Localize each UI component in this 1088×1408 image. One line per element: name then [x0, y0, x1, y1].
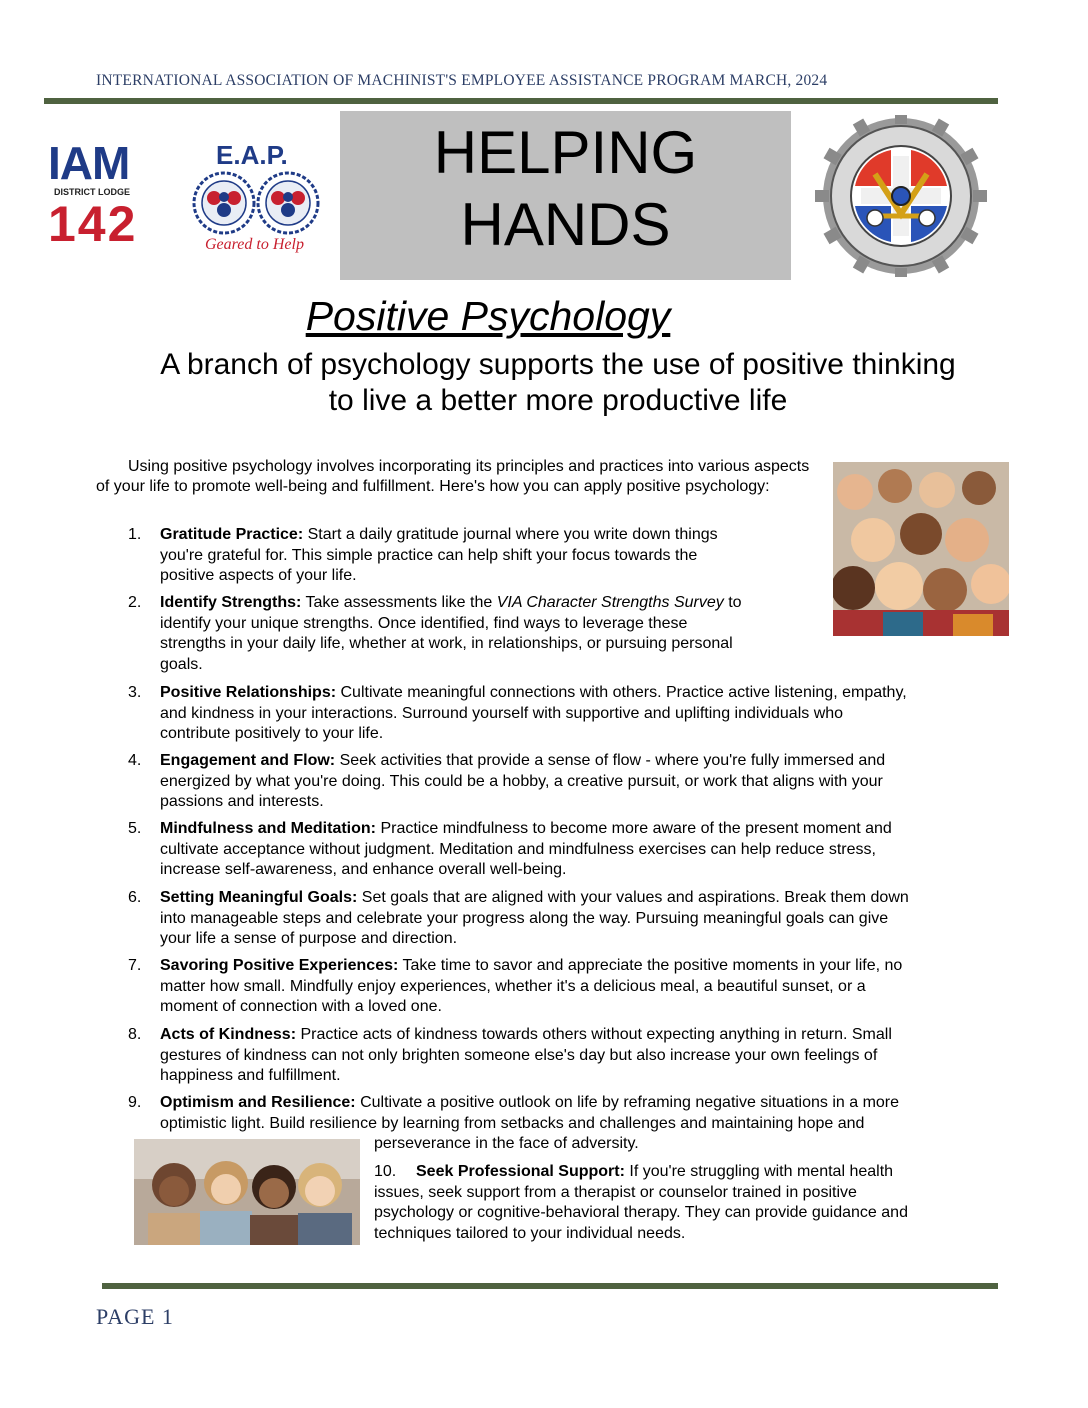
- list-item-line: [160, 840, 892, 861]
- list-item-line: [160, 546, 718, 567]
- list-item-body: Practice mindfulness to become more aware of the present moment and: [380, 820, 892, 837]
- survey-name: VIA Character Strengths Survey: [496, 594, 724, 611]
- list-item-body: techniques tailored to your individual needs.: [374, 1224, 686, 1242]
- list-item-body: strengths in your daily life, whether at work, in relationships, or pursuing personal: [160, 635, 733, 652]
- list-item-number: 3.: [128, 684, 142, 701]
- list-item-line: [160, 751, 885, 772]
- footer-rule: [102, 1283, 998, 1289]
- list-item-post: to: [723, 594, 742, 611]
- list-item-line: [160, 634, 742, 655]
- list-item-line: [160, 997, 902, 1018]
- list-item-body: happiness and fulfillment.: [160, 1067, 341, 1084]
- list-item-line: [416, 1162, 908, 1183]
- list-item-body: passions and interests.: [160, 793, 324, 810]
- list-item-number: 2.: [128, 594, 142, 611]
- list-item-body: Set goals that are aligned with your values and aspirations. Break them down: [361, 889, 909, 906]
- list-item: [128, 751, 998, 813]
- list-item-body: identify your unique strengths. Once identified, find ways to leverage these: [160, 614, 688, 632]
- list-item: [374, 1162, 998, 1244]
- list-item-body: Seek activities that provide a sense of flow - where you're fully immersed and: [339, 752, 886, 769]
- eap-logo-title: E.A.P.: [216, 140, 288, 170]
- list-item-line: [160, 956, 902, 977]
- list-item-line: [160, 655, 742, 676]
- list-item-body: into manageable steps and celebrate your progress along the way. Pursuing meaningful goals can give: [160, 909, 889, 927]
- list-item-line: [160, 1114, 899, 1135]
- list-item: [128, 525, 998, 587]
- list-item-heading: Seek Professional Support:: [416, 1163, 625, 1180]
- list-item-body: cultivate acceptance without judgment. Meditation and mindfulness exercises can help reduce stress,: [160, 840, 876, 858]
- list-item-heading: Optimism and Resilience:: [160, 1094, 356, 1111]
- list-item-text: [160, 1025, 892, 1087]
- list-item-text: [160, 525, 718, 587]
- list-item-line: [160, 683, 907, 704]
- list-item-body: goals.: [160, 655, 203, 673]
- list-item-body: moment of connection with a loved one.: [160, 998, 442, 1015]
- list-item-line: [160, 1046, 892, 1067]
- list-item: [128, 683, 998, 745]
- eap-logo: [188, 140, 326, 260]
- list-item-body: optimistic light. Build resilience by learning from setbacks and challenges and maintaining hope and: [160, 1114, 865, 1132]
- list-item-number: 9.: [128, 1094, 142, 1111]
- subtitle-line1: A branch of psychology supports the use of positive thinking: [160, 348, 956, 381]
- list-item-body: Cultivate a positive outlook on life by reframing negative situations in a more: [360, 1094, 900, 1111]
- list-item: [128, 593, 998, 673]
- list-item-text: [160, 683, 907, 745]
- list-item-line: [160, 909, 909, 930]
- list-item-body: perseverance in the face of adversity.: [374, 1135, 639, 1152]
- list-item-body: increase self-awareness, and enhance overall well-being.: [160, 861, 567, 878]
- list-item: [128, 888, 998, 950]
- list-item-heading: Identify Strengths:: [160, 594, 302, 611]
- list-item-body: positive aspects of your life.: [160, 567, 357, 584]
- list-item-heading: Gratitude Practice:: [160, 526, 304, 543]
- list-item-pre: Take assessments like the: [305, 594, 497, 611]
- list-item-number: 7.: [128, 957, 142, 974]
- iam-seal-logo: [810, 115, 992, 277]
- list-item-body: your life a sense of purpose and direction.: [160, 930, 458, 947]
- list-item-text: [160, 819, 892, 881]
- newsletter-title-box: [340, 111, 791, 280]
- list-item-line: [160, 525, 718, 546]
- header-rule: [44, 98, 998, 104]
- list-item-line: [160, 888, 909, 909]
- list-item-body: Cultivate meaningful connections with others. Practice active listening, empathy,: [340, 684, 907, 701]
- list-item-body: contribute positively to your life.: [160, 725, 384, 742]
- list-item-body: psychology or cognitive-behavioral therapy. They can provide guidance and: [374, 1204, 908, 1221]
- list-item-text: [160, 888, 909, 950]
- page-number: PAGE 1: [96, 1304, 174, 1329]
- list-item-line: [374, 1134, 899, 1155]
- list-item-heading: Positive Relationships:: [160, 684, 337, 701]
- subtitle-line2: to live a better more productive life: [328, 384, 788, 417]
- list-item-number: 10.: [374, 1163, 397, 1180]
- newsletter-title-line2: HANDS: [460, 191, 671, 258]
- eap-tagline: Geared to Help: [205, 236, 304, 253]
- list-item-heading: Engagement and Flow:: [160, 752, 336, 769]
- list-item-line: [160, 614, 742, 635]
- iam-142-logo: [48, 137, 148, 255]
- list-item-body: you're grateful for. This simple practice can help shift your focus towards the: [160, 546, 698, 564]
- list-item-number: 6.: [128, 889, 142, 906]
- list-item-body: Start a daily gratitude journal where you write down things: [307, 526, 718, 543]
- iam-logo-text: IAM: [48, 137, 130, 189]
- list-item-number: 1.: [128, 526, 142, 543]
- list-item-line: [160, 860, 892, 881]
- iam-logo-district: DISTRICT LODGE: [54, 187, 130, 197]
- list-item-body: matter how small. Mindfully enjoy experiences, whether it's a delicious meal, a beautiful sunset, or a: [160, 977, 866, 995]
- list-item-line: [160, 1066, 892, 1087]
- list-item-line: [160, 724, 907, 745]
- iam-logo-number: 142: [48, 196, 138, 252]
- list-item-line: [160, 704, 907, 725]
- newsletter-title-line1: HELPING: [433, 119, 698, 186]
- list-item-body: If you're struggling with mental health: [629, 1163, 894, 1180]
- intro-text: Using positive psychology involves incorporating its principles and practices into various aspects of your life to promote well-being and fulfillment. Here's how you can apply positive psychology:: [96, 458, 810, 495]
- list-item-line: [160, 819, 892, 840]
- newsletter-header: INTERNATIONAL ASSOCIATION OF MACHINIST'S EMPLOYEE ASSISTANCE PROGRAM MARCH, 2024: [96, 72, 828, 89]
- list-item-body: gestures of kindness can not only brighten someone else's day but also increase your own feelings of: [160, 1046, 878, 1064]
- list-item-body: Practice acts of kindness towards others without expecting anything in return. Small: [300, 1026, 892, 1043]
- list-item-line: [160, 566, 718, 587]
- eap-gear-emblems-icon: [188, 170, 326, 236]
- list-item-line: [374, 1224, 908, 1245]
- list-item-heading: Acts of Kindness:: [160, 1026, 297, 1043]
- list-item-text: [160, 751, 885, 813]
- list-item-body: issues, seek support from a therapist or counselor trained in positive: [374, 1183, 857, 1201]
- intro-paragraph: [96, 457, 816, 497]
- list-item-line: [160, 929, 909, 950]
- list-item: [128, 956, 998, 1018]
- list-item-heading: Setting Meaningful Goals:: [160, 889, 358, 906]
- list-item-text: [160, 956, 902, 1018]
- women-group-photo: [134, 1139, 360, 1245]
- article-subtitle: [118, 347, 998, 419]
- list-item-number: 8.: [128, 1026, 142, 1043]
- list-item-line: [160, 772, 885, 793]
- list-item-line: [374, 1183, 908, 1204]
- list-item-line: [160, 593, 742, 614]
- list-item-line: [160, 1025, 892, 1046]
- list-item-body: Take time to savor and appreciate the positive moments in your life, no: [402, 957, 903, 974]
- list-item-body: energized by what you're doing. This could be a hobby, a creative pursuit, or work that aligns with your: [160, 772, 883, 790]
- list-item-line: [160, 792, 885, 813]
- list-item-text: [160, 593, 742, 675]
- list-item-heading: Savoring Positive Experiences:: [160, 957, 399, 974]
- list-item-line: [374, 1203, 908, 1224]
- list-item-number: 4.: [128, 752, 142, 769]
- list-item: [128, 819, 998, 881]
- list-item-heading: Mindfulness and Meditation:: [160, 820, 376, 837]
- list-item-body: and kindness in your interactions. Surround yourself with supportive and uplifting individuals who: [160, 704, 844, 722]
- list-item: [128, 1025, 998, 1087]
- article-title: Positive Psychology: [305, 293, 671, 339]
- list-item-line: [160, 977, 902, 998]
- list-item-number: 5.: [128, 820, 142, 837]
- list-item-line: [160, 1093, 899, 1114]
